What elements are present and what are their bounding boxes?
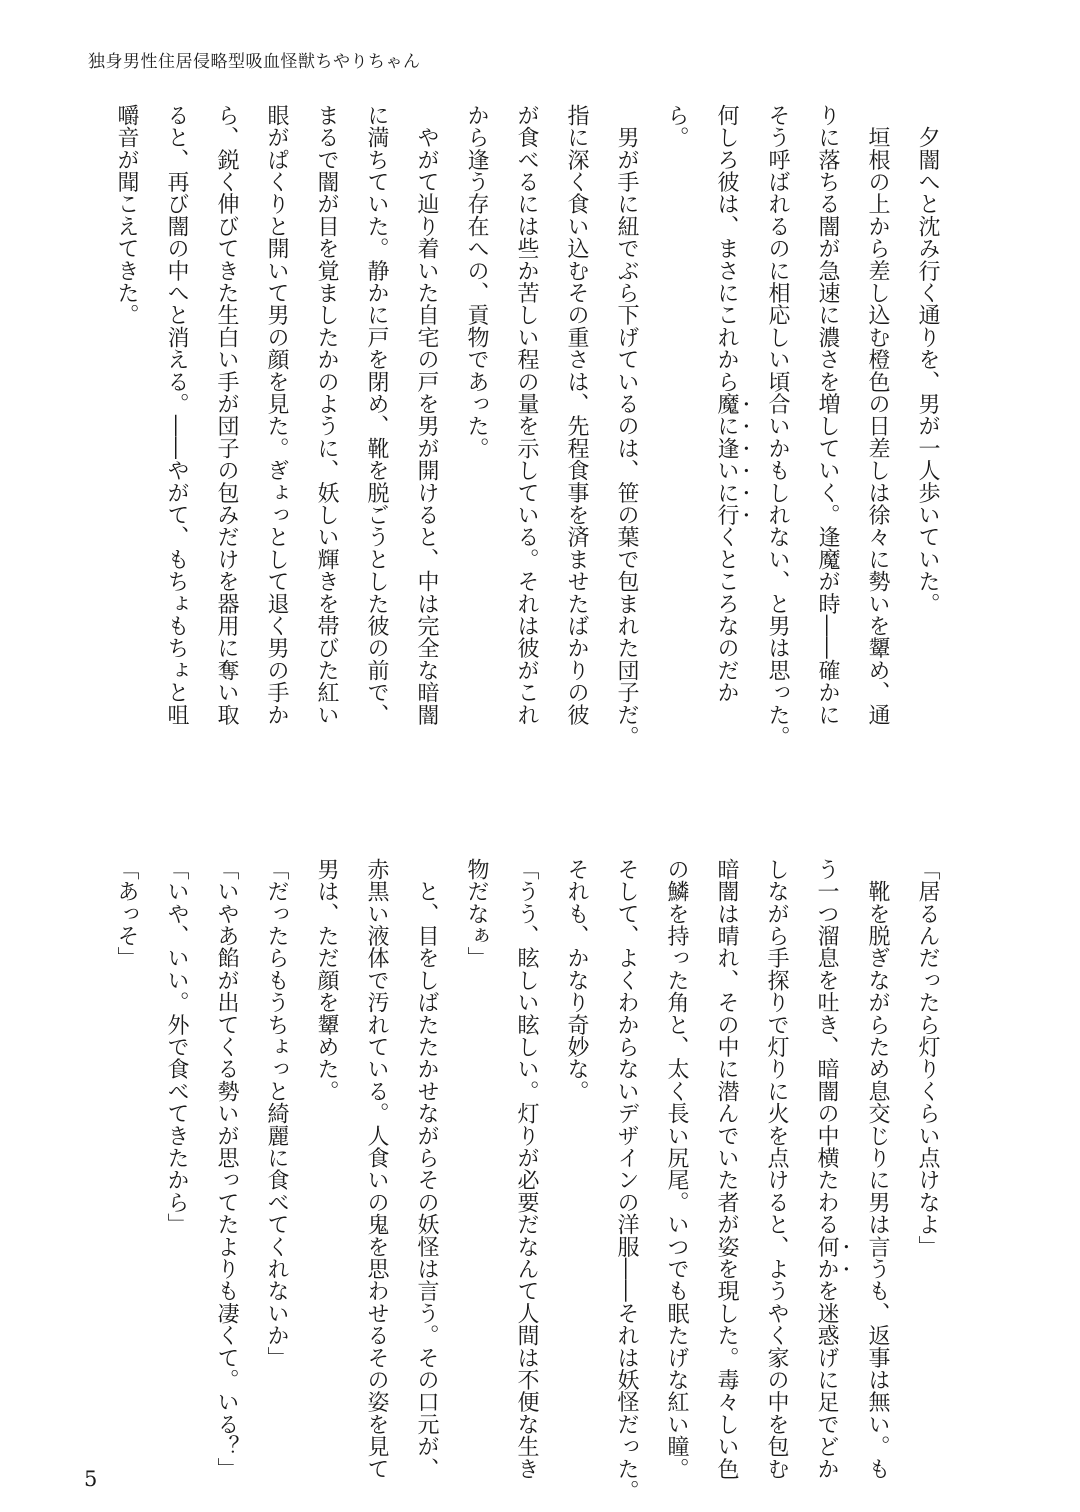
text-segment: 「だったらもうちょっと綺麗に食べてくれないか」: [264, 858, 289, 1369]
text-column: [451, 104, 501, 704]
text-segment: 眼がぱくりと開いて男の顔を見た。ぎょっとして退く男の手か: [264, 104, 289, 726]
text-column: [902, 104, 952, 704]
running-head-title: 独身男性住居侵略型吸血怪獣ちやりちゃん: [88, 52, 421, 72]
text-tier-lower: [102, 858, 952, 1502]
text-column: [852, 104, 902, 726]
text-column: [251, 858, 301, 1458]
text-segment: 靴を脱ぎながらため息交じりに男は言うも、返事は無い。も: [865, 858, 890, 1480]
text-column: [101, 104, 151, 704]
text-segment: 男が手に紐でぶら下げているのは、笹の葉で包まれた団子だ。: [614, 104, 639, 748]
text-column: [701, 858, 751, 1480]
text-segment: 暗闇は晴れ、その中に潜んでいた者が姿を現した。毒々しい色: [714, 858, 739, 1480]
text-column: [601, 858, 651, 1502]
text-segment: それも、かなり奇妙な。: [564, 858, 589, 1103]
text-segment: 「あっそ」: [114, 858, 139, 969]
emphasis-dots-text: 何か: [814, 1235, 839, 1280]
text-segment: まるで闇が目を覚ましたかのように、妖しい輝きを帯びた紅い: [314, 104, 339, 726]
text-column: [301, 104, 351, 726]
text-column: [251, 104, 301, 726]
text-segment: を迷惑げに足でどか: [814, 1279, 839, 1480]
text-column: [501, 104, 551, 726]
text-segment: の鱗を持った角と、太く長い尻尾。いつでも眠たげな紅い瞳。: [664, 858, 689, 1480]
text-column: [551, 104, 601, 726]
text-column: [852, 858, 902, 1480]
text-column: [752, 104, 802, 748]
text-column: [151, 104, 201, 726]
text-column: [801, 858, 852, 1480]
text-column: [101, 858, 151, 1458]
text-column: [351, 858, 401, 1480]
text-segment: 「居るんだったら灯りくらい点けなよ」: [915, 858, 940, 1258]
text-column: [902, 858, 952, 1458]
text-segment: が食べるには些か苦しい程の量を示している。それは彼がこれ: [514, 104, 539, 726]
text-column: [351, 104, 401, 726]
text-column: [401, 858, 451, 1480]
text-segment: 男は、ただ顔を顰めた。: [314, 858, 339, 1103]
text-segment: に満ちていた。静かに戸を閉め、靴を脱ごうとした彼の前で、: [364, 104, 389, 726]
text-segment: と、目をしばたたかせながらその妖怪は言う。その口元が、: [414, 858, 439, 1480]
text-segment: 嚼音が聞こえてきた。: [114, 104, 139, 326]
page-number: 5: [84, 1467, 98, 1491]
text-segment: ると、再び闇の中へと消える。――やがて、もちょもちょと咀: [164, 104, 189, 726]
text-segment: う一つ溜息を吐き、暗闇の中横たわる: [814, 858, 839, 1236]
text-column: [201, 858, 251, 1480]
text-segment: ら。: [664, 104, 689, 149]
text-segment: 「いや、いい。外で食べてきたから」: [164, 858, 189, 1236]
text-segment: ら、鋭く伸びてきた生白い手が団子の包みだけを器用に奪い取: [214, 104, 239, 726]
text-segment: 赤黒い液体で汚れている。人食いの鬼を思わせるその姿を見て: [364, 858, 389, 1480]
text-column: [401, 104, 451, 726]
text-column: [651, 858, 701, 1480]
text-column: [301, 858, 351, 1458]
text-segment: 「いやあ餡が出てくる勢いが思ってたよりも凄くて。いる？」: [214, 858, 239, 1480]
text-column: [501, 858, 551, 1480]
text-segment: やがて辿り着いた自宅の戸を男が開けると、中は完全な暗闇: [414, 104, 439, 726]
text-column: [751, 858, 801, 1480]
text-segment: 物だなぁ」: [464, 858, 489, 969]
text-segment: から逢う存在への、貢物であった。: [464, 104, 489, 460]
text-column: [201, 104, 251, 726]
text-column: [651, 104, 701, 704]
text-segment: そう呼ばれるのに相応しい頃合いかもしれない、と男は思った。: [765, 104, 790, 748]
text-column: [151, 858, 201, 1458]
text-column: [451, 858, 501, 1458]
text-segment: しながら手探りで灯りに火を点けると、ようやく家の中を包む: [764, 858, 789, 1480]
text-column: [701, 104, 752, 704]
text-column: [802, 104, 852, 726]
text-segment: 夕闇へと沈み行く通りを、男が一人歩いていた。: [915, 104, 940, 615]
text-column: [551, 858, 601, 1458]
emphasis-dots-text: 魔に逢いに行: [714, 392, 739, 526]
text-segment: 「うう、眩しい眩しい。灯りが必要だなんて人間は不便な生き: [514, 858, 539, 1480]
text-segment: りに落ちる闇が急速に濃さを増していく。逢魔が時――確かに: [815, 104, 840, 726]
text-column: [601, 104, 651, 748]
text-segment: 垣根の上から差し込む橙色の日差しは徐々に勢いを顰め、通: [865, 104, 890, 726]
text-segment: くところなのだか: [714, 525, 739, 704]
text-segment: 指に深く食い込むその重さは、先程食事を済ませたばかりの彼: [564, 104, 589, 726]
text-segment: そして、よくわからないデザインの洋服――それは妖怪だった。: [614, 858, 639, 1502]
text-tier-upper: [102, 104, 952, 748]
text-segment: 何しろ彼は、まさにこれから: [714, 104, 739, 393]
